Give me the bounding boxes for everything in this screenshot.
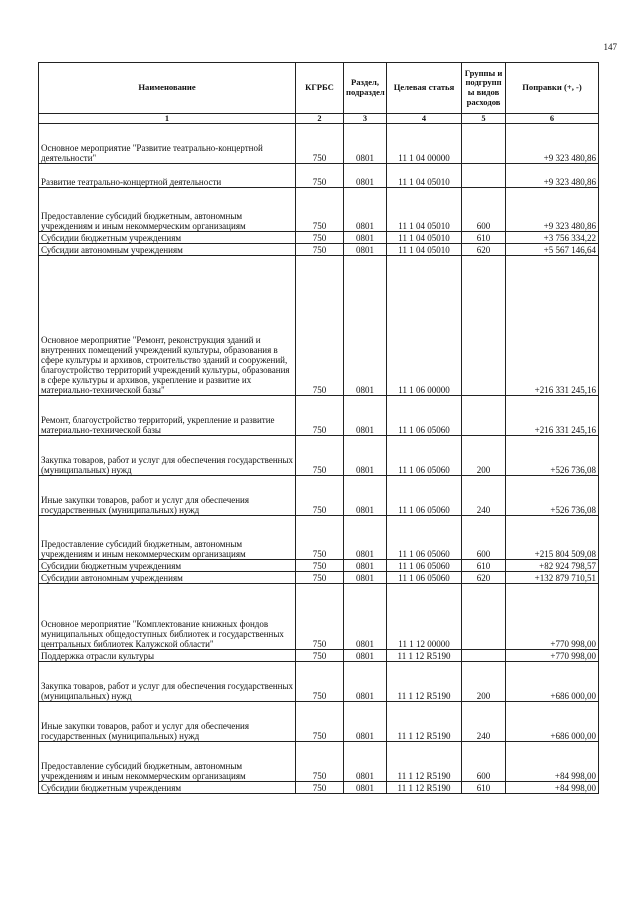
cell-name: Предоставление субсидий бюджетным, автономным учреждениям и иным некоммерческим организациям	[39, 742, 296, 782]
cell-amount: +132 879 710,51	[506, 572, 599, 584]
cell-amount: +686 000,00	[506, 702, 599, 742]
cell-name: Основное мероприятие "Развитие театрально-концертной деятельности"	[39, 124, 296, 164]
cell-amount: +84 998,00	[506, 782, 599, 794]
table-row	[39, 650, 599, 662]
cell-kgrbs: 750	[296, 584, 344, 650]
cell-kgrbs: 750	[296, 702, 344, 742]
header-kgrbs: КГРБС	[296, 63, 344, 114]
cell-razdel: 0801	[344, 572, 387, 584]
cell-gruppa: 620	[462, 572, 506, 584]
cell-gruppa: 620	[462, 244, 506, 256]
page-number: 147	[603, 42, 617, 52]
cell-razdel: 0801	[344, 516, 387, 560]
cell-razdel: 0801	[344, 232, 387, 244]
cell-kgrbs: 750	[296, 560, 344, 572]
cell-razdel: 0801	[344, 436, 387, 476]
cell-name: Субсидии бюджетным учреждениям	[39, 782, 296, 794]
table-row	[39, 256, 599, 396]
header-name: Наименование	[39, 63, 296, 114]
column-number: 2	[296, 114, 344, 124]
cell-statya: 11 1 12 R5190	[387, 782, 462, 794]
cell-name: Развитие театрально-концертной деятельности	[39, 164, 296, 188]
table-body	[39, 124, 599, 794]
header-row	[39, 63, 599, 114]
cell-razdel: 0801	[344, 164, 387, 188]
cell-amount: +216 331 245,16	[506, 256, 599, 396]
cell-amount: +9 323 480,86	[506, 124, 599, 164]
cell-statya: 11 1 06 05060	[387, 572, 462, 584]
cell-gruppa	[462, 124, 506, 164]
cell-kgrbs: 750	[296, 516, 344, 560]
column-number: 3	[344, 114, 387, 124]
cell-gruppa: 600	[462, 188, 506, 232]
cell-statya: 11 1 06 05060	[387, 560, 462, 572]
cell-kgrbs: 750	[296, 256, 344, 396]
cell-statya: 11 1 04 05010	[387, 188, 462, 232]
cell-statya: 11 1 06 00000	[387, 256, 462, 396]
cell-name: Субсидии бюджетным учреждениям	[39, 232, 296, 244]
cell-name: Основное мероприятие "Комплектование книжных фондов муниципальных общедоступных библиотек и государственных центральных библиотек Калужской области"	[39, 584, 296, 650]
table-row	[39, 476, 599, 516]
cell-amount: +526 736,08	[506, 436, 599, 476]
cell-name: Предоставление субсидий бюджетным, автономным учреждениям и иным некоммерческим организациям	[39, 188, 296, 232]
cell-statya: 11 1 12 R5190	[387, 662, 462, 702]
cell-amount: +9 323 480,86	[506, 188, 599, 232]
cell-kgrbs: 750	[296, 662, 344, 702]
cell-amount: +3 756 334,22	[506, 232, 599, 244]
cell-gruppa: 610	[462, 560, 506, 572]
table-row	[39, 782, 599, 794]
cell-gruppa	[462, 256, 506, 396]
cell-gruppa: 200	[462, 436, 506, 476]
cell-statya: 11 1 12 R5190	[387, 702, 462, 742]
cell-name: Субсидии автономным учреждениям	[39, 572, 296, 584]
cell-gruppa: 240	[462, 476, 506, 516]
cell-gruppa	[462, 164, 506, 188]
header-gruppa: Группы и подгрупп ы видов расходов	[462, 63, 506, 114]
cell-razdel: 0801	[344, 584, 387, 650]
cell-name: Субсидии бюджетным учреждениям	[39, 560, 296, 572]
cell-razdel: 0801	[344, 396, 387, 436]
column-number: 1	[39, 114, 296, 124]
table-row	[39, 516, 599, 560]
cell-name: Субсидии автономным учреждениям	[39, 244, 296, 256]
cell-gruppa: 610	[462, 232, 506, 244]
table-row	[39, 560, 599, 572]
cell-amount: +526 736,08	[506, 476, 599, 516]
cell-kgrbs: 750	[296, 396, 344, 436]
cell-razdel: 0801	[344, 742, 387, 782]
cell-kgrbs: 750	[296, 232, 344, 244]
cell-statya: 11 1 06 05060	[387, 516, 462, 560]
cell-razdel: 0801	[344, 560, 387, 572]
table-row	[39, 662, 599, 702]
cell-razdel: 0801	[344, 662, 387, 702]
cell-amount: +82 924 798,57	[506, 560, 599, 572]
cell-gruppa: 200	[462, 662, 506, 702]
cell-razdel: 0801	[344, 650, 387, 662]
cell-gruppa: 610	[462, 782, 506, 794]
cell-name: Закупка товаров, работ и услуг для обеспечения государственных (муниципальных) нужд	[39, 662, 296, 702]
table-row	[39, 436, 599, 476]
cell-razdel: 0801	[344, 256, 387, 396]
cell-name: Предоставление субсидий бюджетным, автономным учреждениям и иным некоммерческим организациям	[39, 516, 296, 560]
cell-statya: 11 1 12 00000	[387, 584, 462, 650]
cell-razdel: 0801	[344, 188, 387, 232]
column-number: 4	[387, 114, 462, 124]
cell-statya: 11 1 06 05060	[387, 396, 462, 436]
table-row	[39, 584, 599, 650]
table-row	[39, 188, 599, 232]
cell-statya: 11 1 06 05060	[387, 436, 462, 476]
header-amount: Поправки (+, -)	[506, 63, 599, 114]
cell-name: Иные закупки товаров, работ и услуг для обеспечения государственных (муниципальных) нужд	[39, 702, 296, 742]
cell-kgrbs: 750	[296, 742, 344, 782]
cell-statya: 11 1 04 05010	[387, 164, 462, 188]
cell-kgrbs: 750	[296, 164, 344, 188]
cell-kgrbs: 750	[296, 650, 344, 662]
column-number: 6	[506, 114, 599, 124]
table-row	[39, 164, 599, 188]
table-row	[39, 572, 599, 584]
cell-statya: 11 1 12 R5190	[387, 742, 462, 782]
cell-amount: +84 998,00	[506, 742, 599, 782]
cell-amount: +215 804 509,08	[506, 516, 599, 560]
cell-kgrbs: 750	[296, 782, 344, 794]
header-razdel: Раздел, подраздел	[344, 63, 387, 114]
cell-statya: 11 1 12 R5190	[387, 650, 462, 662]
cell-name: Поддержка отрасли культуры	[39, 650, 296, 662]
table-row	[39, 702, 599, 742]
cell-gruppa: 600	[462, 742, 506, 782]
cell-name: Ремонт, благоустройство территорий, укрепление и развитие материально-технической базы	[39, 396, 296, 436]
cell-statya: 11 1 04 00000	[387, 124, 462, 164]
table-row	[39, 232, 599, 244]
cell-razdel: 0801	[344, 244, 387, 256]
cell-amount: +770 998,00	[506, 650, 599, 662]
cell-gruppa: 240	[462, 702, 506, 742]
table-row	[39, 742, 599, 782]
cell-kgrbs: 750	[296, 436, 344, 476]
budget-amendments-table	[38, 62, 599, 794]
cell-amount: +5 567 146,64	[506, 244, 599, 256]
cell-statya: 11 1 04 05010	[387, 232, 462, 244]
cell-kgrbs: 750	[296, 244, 344, 256]
cell-statya: 11 1 04 05010	[387, 244, 462, 256]
cell-razdel: 0801	[344, 782, 387, 794]
column-number-row	[39, 114, 599, 124]
cell-gruppa	[462, 396, 506, 436]
cell-name: Закупка товаров, работ и услуг для обеспечения государственных (муниципальных) нужд	[39, 436, 296, 476]
cell-amount: +216 331 245,16	[506, 396, 599, 436]
cell-statya: 11 1 06 05060	[387, 476, 462, 516]
cell-name: Иные закупки товаров, работ и услуг для обеспечения государственных (муниципальных) нужд	[39, 476, 296, 516]
table-row	[39, 244, 599, 256]
cell-name: Основное мероприятие "Ремонт, реконструкция зданий и внутренних помещений учреждений культуры, образования в сфере культуры и архивов, строительство зданий и сооружений, благоустройство территорий учреждений культуры, образования в сфере культуры и архивов, укрепление и развитие их материально-технической базы"	[39, 256, 296, 396]
column-number: 5	[462, 114, 506, 124]
cell-razdel: 0801	[344, 702, 387, 742]
cell-razdel: 0801	[344, 124, 387, 164]
cell-amount: +770 998,00	[506, 584, 599, 650]
header-statya: Целевая статья	[387, 63, 462, 114]
table-row	[39, 396, 599, 436]
cell-gruppa	[462, 584, 506, 650]
cell-gruppa	[462, 650, 506, 662]
cell-amount: +9 323 480,86	[506, 164, 599, 188]
cell-kgrbs: 750	[296, 572, 344, 584]
cell-kgrbs: 750	[296, 124, 344, 164]
cell-kgrbs: 750	[296, 188, 344, 232]
cell-gruppa: 600	[462, 516, 506, 560]
cell-razdel: 0801	[344, 476, 387, 516]
cell-amount: +686 000,00	[506, 662, 599, 702]
cell-kgrbs: 750	[296, 476, 344, 516]
table-row	[39, 124, 599, 164]
